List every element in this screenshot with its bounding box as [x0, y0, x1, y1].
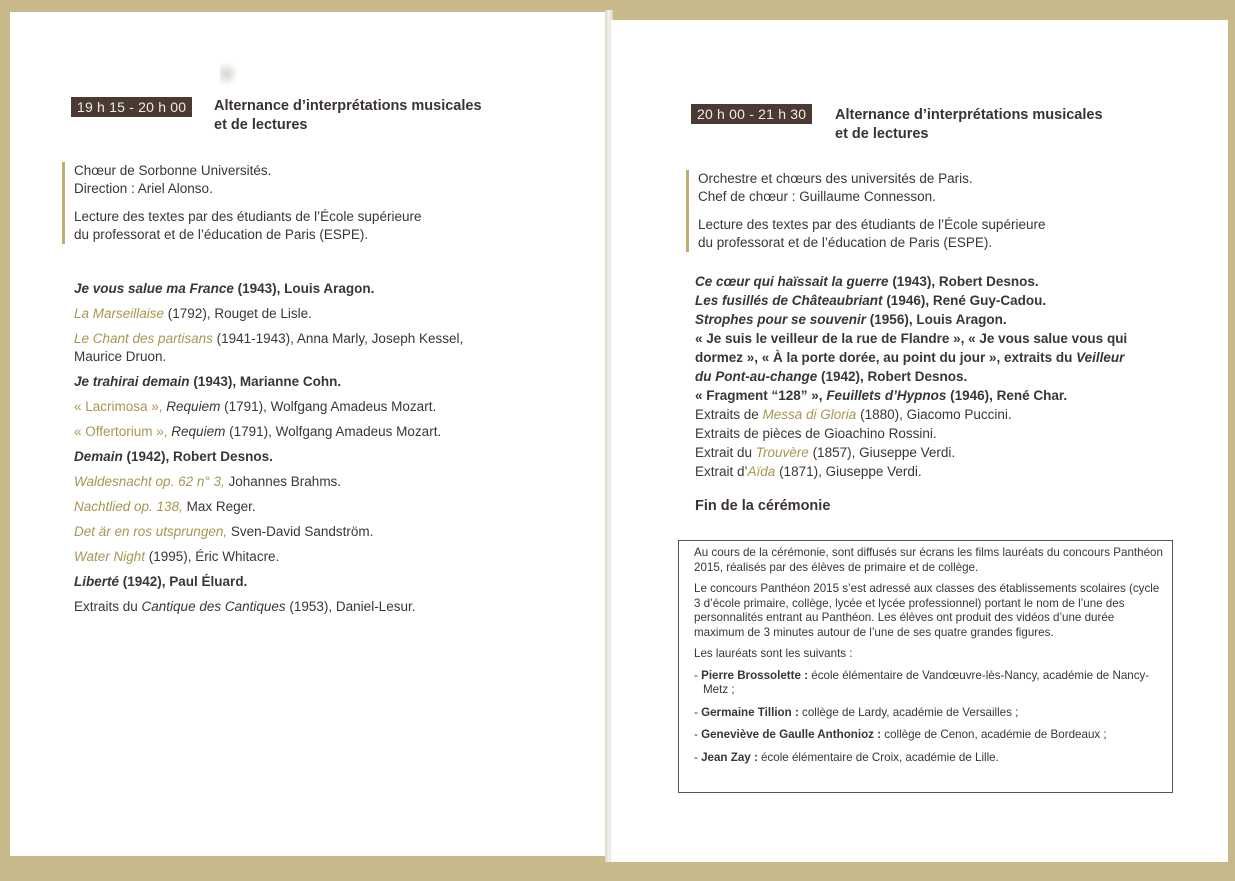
work-author: (1943), Louis Aragon.	[233, 281, 375, 296]
work-title: Extraits de pièces de Gioachino Rossini.	[695, 426, 937, 441]
work-title: « Lacrimosa »,	[74, 399, 167, 414]
intro-line: Chœur de Sorbonne Universités.	[74, 163, 272, 178]
work-author: (1871), Giuseppe Verdi.	[775, 464, 922, 479]
work-title: Aïda	[747, 464, 776, 479]
intro-line: Orchestre et chœurs des universités de Paris.	[698, 171, 973, 186]
contest-info-box	[678, 540, 1173, 793]
work-author: Johannes Brahms.	[224, 474, 342, 489]
laureate-school: école élémentaire de Croix, académie de Lille.	[757, 750, 999, 764]
laureate-school: école élémentaire de Vandœuvre-lès-Nancy, académie de Nancy-Metz ;	[703, 668, 1150, 696]
section-heading	[214, 97, 482, 135]
work-subtitle: Requiem	[166, 399, 221, 414]
work-author: Max Reger.	[182, 499, 256, 514]
program-list	[74, 280, 514, 623]
intro-line: du professorat et de l’éducation de Paris (ESPE).	[698, 235, 993, 250]
program-item	[695, 329, 1165, 386]
work-author: (1857), Giuseppe Verdi.	[808, 445, 956, 460]
work-author: Maurice Druon.	[74, 349, 167, 364]
laureate-item: - Geneviève de Gaulle Anthonioz : collège de Cenon, académie de Bordeaux ;	[694, 728, 1107, 741]
laureate-list	[694, 669, 1164, 766]
program-item	[74, 523, 514, 541]
work-author: (1953), Daniel-Lesur.	[285, 599, 416, 614]
heading-line: et de lectures	[835, 126, 929, 142]
intro-line: Lecture des textes par des étudiants de l’École supérieure	[698, 217, 1046, 232]
program-item	[74, 373, 514, 391]
work-title: Waldesnacht op. 62 n° 3,	[74, 474, 225, 489]
section-heading	[835, 106, 1103, 144]
performers-intro	[62, 162, 494, 244]
work-prefix: Extrait du	[695, 445, 756, 460]
work-collection: du Pont-au-change	[695, 369, 818, 384]
laureate-item: - Pierre Brossolette : école élémentaire de Vandœuvre-lès-Nancy, académie de Nancy-Metz ;	[694, 668, 1150, 696]
work-title: Trouvère	[755, 445, 809, 460]
program-item	[695, 272, 1165, 291]
work-author: (1995), Éric Whitacre.	[145, 549, 280, 564]
work-author: (1941-1943), Anna Marly, Joseph Kessel,	[212, 331, 464, 346]
time-badge: 19 h 15 - 20 h 00	[71, 97, 192, 117]
program-item	[74, 280, 514, 298]
program-item	[695, 462, 1165, 481]
work-title: Water Night	[74, 549, 146, 564]
work-author: (1943), Robert Desnos.	[888, 274, 1039, 289]
work-title: Nachtlied op. 138,	[74, 499, 183, 514]
program-item	[695, 291, 1165, 310]
work-title: Le Chant des partisans	[74, 331, 213, 346]
work-author: (1942), Paul Éluard.	[119, 574, 248, 589]
work-author: (1946), René Guy-Cadou.	[882, 293, 1047, 308]
work-author: (1946), René Char.	[946, 388, 1068, 403]
heading-line: Alternance d’interprétations musicales	[214, 98, 482, 114]
laureate-school: collège de Cenon, académie de Bordeaux ;	[881, 728, 1107, 741]
program-item	[74, 423, 514, 441]
program-item	[74, 473, 514, 491]
work-author: (1792), Rouget de Lisle.	[164, 306, 312, 321]
program-item	[74, 598, 514, 616]
work-collection: Feuillets d’Hypnos	[826, 388, 947, 403]
work-author: (1943), Marianne Cohn.	[189, 374, 342, 389]
program-item	[74, 305, 514, 323]
program-item	[74, 498, 514, 516]
info-paragraph: Les lauréats sont les suivants :	[694, 647, 853, 660]
work-title: Je trahirai demain	[74, 374, 190, 389]
program-item	[74, 573, 514, 591]
ceremony-end-title: Fin de la cérémonie	[695, 498, 831, 514]
work-author: (1942), Robert Desnos.	[122, 449, 273, 464]
work-prefix: Extraits de	[695, 407, 763, 422]
intro-line: du professorat et de l’éducation de Paris (ESPE).	[74, 227, 369, 242]
work-title: Cantique des Cantiques	[141, 599, 286, 614]
program-item	[74, 548, 514, 566]
work-title: « Fragment “128” »,	[695, 388, 827, 403]
intro-line: Lecture des textes par des étudiants de l’École supérieure	[74, 209, 422, 224]
right-page	[611, 20, 1228, 862]
program-item	[695, 405, 1165, 424]
work-title: « Offertorium »,	[74, 424, 172, 439]
work-author: (1956), Louis Aragon.	[866, 312, 1007, 327]
work-title: Demain	[74, 449, 123, 464]
program-item	[695, 386, 1165, 405]
work-author: (1791), Wolfgang Amadeus Mozart.	[220, 399, 437, 414]
work-author: Sven-David Sandström.	[227, 524, 374, 539]
laureate-item: - Jean Zay : école élémentaire de Croix, académie de Lille.	[694, 750, 999, 764]
program-item	[695, 443, 1165, 462]
work-title: Messa di Gloria	[762, 407, 857, 422]
work-title: Strophes pour se souvenir	[695, 312, 867, 327]
work-author: (1880), Giacomo Puccini.	[856, 407, 1012, 422]
laureate-name: Germaine Tillion :	[701, 705, 799, 719]
laureate-school: collège de Lardy, académie de Versailles ;	[798, 705, 1019, 719]
program-item	[74, 398, 514, 416]
work-title: Det är en ros utsprungen,	[74, 524, 228, 539]
work-title: « Je suis le veilleur de la rue de Flandre », « Je vous salue vous qui	[695, 331, 1128, 346]
program-item	[74, 330, 514, 366]
work-collection: Veilleur	[1076, 350, 1125, 365]
time-badge: 20 h 00 - 21 h 30	[691, 104, 812, 124]
work-subtitle: Requiem	[171, 424, 226, 439]
work-title: Ce cœur qui haïssait la guerre	[695, 274, 889, 289]
work-title: Liberté	[74, 574, 120, 589]
info-paragraph: Au cours de la cérémonie, sont diffusés sur écrans les films lauréats du concours Panthéon 2015, réalisés par des élèves de primaire et de collège.	[694, 546, 1163, 574]
scan-smudge	[220, 62, 236, 92]
intro-line: Direction : Ariel Alonso.	[74, 181, 213, 196]
info-paragraph: Le concours Panthéon 2015 s’est adressé aux classes des établissements scolaires (cycle 3 d’école primaire, collège, lycée et lycée professionnel) portant le nom de l’une des personnalités entrant au Panthéon. Les élèves ont produit des vidéos d’une durée maximum de 3 minutes autour de l’une de ses quatre grandes figures.	[694, 582, 1160, 639]
left-page	[10, 12, 607, 856]
work-author: (1942), Robert Desnos.	[817, 369, 968, 384]
work-title: La Marseillaise	[74, 306, 165, 321]
laureate-name: Jean Zay :	[701, 750, 758, 764]
program-item	[695, 424, 1165, 443]
laureate-item: - Germaine Tillion : collège de Lardy, académie de Versailles ;	[694, 705, 1019, 719]
program-list	[695, 272, 1165, 481]
work-title: dormez », « À la porte dorée, au point du jour », extraits du	[695, 350, 1077, 365]
intro-line: Chef de chœur : Guillaume Connesson.	[698, 189, 936, 204]
work-title: Les fusillés de Châteaubriant	[695, 293, 883, 308]
performers-intro	[686, 170, 1128, 252]
work-title: Je vous salue ma France	[74, 281, 234, 296]
work-author: (1791), Wolfgang Amadeus Mozart.	[225, 424, 442, 439]
heading-line: Alternance d’interprétations musicales	[835, 107, 1103, 123]
work-prefix: Extrait d’	[695, 464, 748, 479]
laureate-name: Pierre Brossolette :	[701, 668, 809, 682]
laureate-name: Geneviève de Gaulle Anthonioz :	[701, 728, 882, 741]
work-prefix: Extraits du	[74, 599, 142, 614]
program-item	[695, 310, 1165, 329]
heading-line: et de lectures	[214, 117, 308, 133]
program-item	[74, 448, 514, 466]
